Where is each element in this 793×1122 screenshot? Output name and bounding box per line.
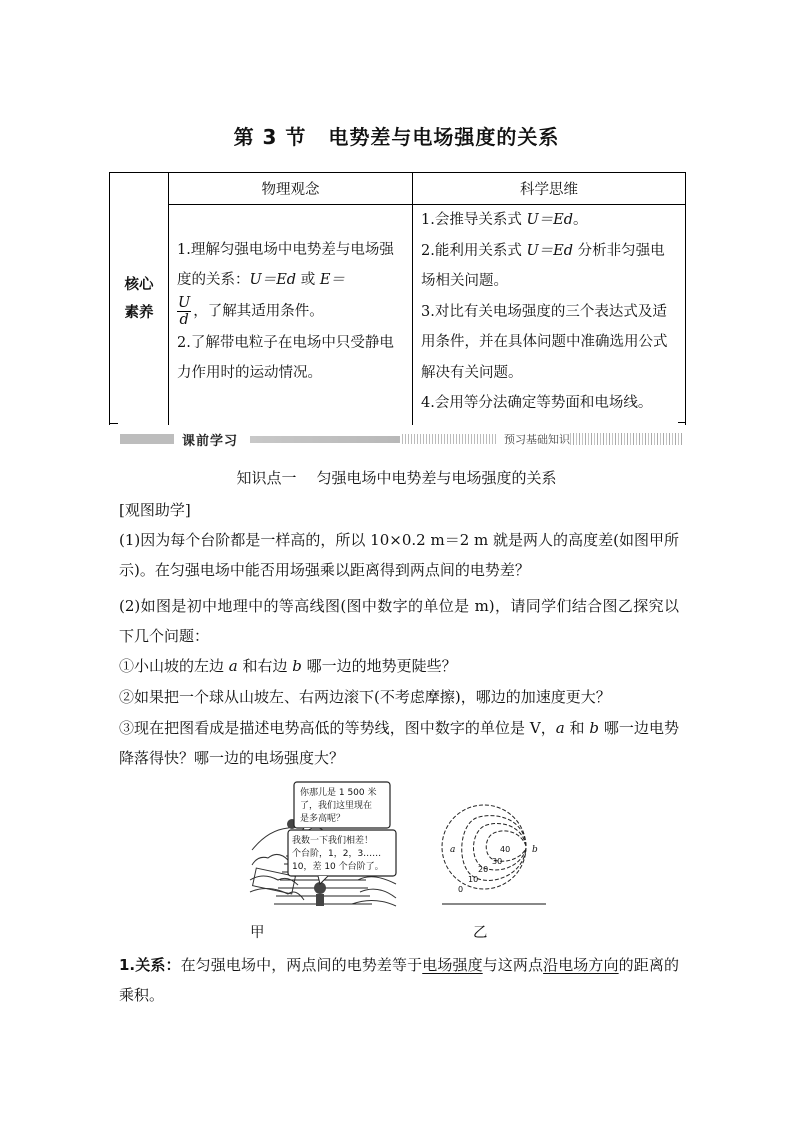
formula: U＝Ed bbox=[526, 212, 574, 228]
svg-text:30: 30 bbox=[492, 857, 503, 866]
contour-lines-icon bbox=[436, 796, 552, 908]
item-text: ③现在把图看成是描述电势高低的等势线，图中数字的单位是 V， bbox=[119, 719, 556, 737]
relation-paragraph bbox=[119, 950, 679, 1010]
question-2: (2)如图是初中地理中的等高线图(图中数字的单位是 m)，请同学们结合图乙探究以下几个问题： bbox=[119, 597, 679, 645]
item-text: 和 bbox=[564, 719, 590, 737]
svg-text:我数一下我们相差！: 我数一下我们相差！ bbox=[292, 836, 374, 846]
svg-text:a: a bbox=[450, 845, 456, 855]
relation-text: 在匀强电场中，两点间的电势差等于 bbox=[180, 956, 423, 974]
page-title bbox=[0, 121, 793, 150]
key-term-field-strength: 电场强度 bbox=[422, 956, 483, 974]
concept-text: ，了解其适用条件。 bbox=[193, 303, 324, 320]
numerator: U bbox=[178, 295, 191, 312]
figure-jia-stairs-illustration bbox=[248, 780, 398, 910]
banner-label: 课前学习 bbox=[182, 434, 239, 449]
table-corner-left bbox=[109, 416, 118, 424]
formula: E＝ bbox=[319, 272, 345, 289]
var-a: a bbox=[555, 719, 565, 737]
thinking-item-2 bbox=[421, 236, 679, 297]
section-label: [观图助学] bbox=[119, 501, 191, 519]
section-number: 第 3 节 bbox=[233, 125, 307, 149]
knowledge-point-heading bbox=[0, 467, 793, 488]
thinking-text: 分析非匀强电场相关问题。 bbox=[421, 242, 665, 289]
thinking-item-4: 4.会用等分法确定等势面和电场线。 bbox=[421, 395, 653, 411]
item-text: 和右边 bbox=[237, 657, 293, 675]
svg-text:10: 10 bbox=[468, 875, 479, 884]
section-name: 电势差与电场强度的关系 bbox=[328, 125, 560, 149]
question-2-item-3 bbox=[119, 713, 679, 773]
header-physics-concept: 物理观念 bbox=[169, 173, 413, 205]
var-b: b bbox=[292, 657, 302, 675]
relation-lead: 1.关系： bbox=[119, 956, 181, 974]
question-1: (1)因为每个台阶都是一样高的，所以 10×0.2 m＝2 m 就是两人的高度差(如图甲所示)。在匀强电场中能否用场强乘以距离得到两点间的电势差？ bbox=[119, 531, 679, 579]
fraction-u-over-d bbox=[177, 295, 191, 328]
banner-block bbox=[120, 434, 174, 444]
physics-concept-cell bbox=[169, 205, 413, 425]
figure-jia-caption: 甲 bbox=[250, 925, 265, 941]
item-text: ①小山坡的左边 bbox=[119, 657, 229, 675]
var-a: a bbox=[228, 657, 238, 675]
thinking-text: 。 bbox=[573, 212, 588, 228]
thinking-item-1 bbox=[421, 205, 679, 236]
denominator: d bbox=[179, 312, 189, 329]
concept-text: 1.理解匀强电场中电势差与电场强度的关系： bbox=[177, 242, 394, 289]
concept-text: 或 bbox=[296, 272, 320, 289]
stairs-cartoon-icon bbox=[248, 780, 398, 910]
svg-text:了，我们这里现在: 了，我们这里现在 bbox=[300, 801, 373, 811]
svg-text:20: 20 bbox=[478, 865, 489, 874]
concept-item-1 bbox=[177, 235, 404, 328]
key-term-field-direction: 沿电场方向 bbox=[543, 956, 619, 974]
concept-item-2: 2.了解带电粒子在电场中只受静电力作用时的运动情况。 bbox=[177, 335, 394, 382]
thinking-item-3: 3.对比有关电场强度的三个表达式及适用条件，并在具体问题中准确选用公式解决有关问题。 bbox=[421, 303, 668, 381]
banner-bar bbox=[250, 436, 400, 443]
side-label-line2: 素养 bbox=[124, 304, 154, 321]
relation-text: 与这两点 bbox=[482, 956, 544, 974]
svg-text:0: 0 bbox=[458, 885, 464, 894]
relation-text: 的距离的乘积。 bbox=[119, 956, 679, 1004]
formula: U＝Ed bbox=[249, 272, 297, 289]
banner-sublabel: 预习基础知识 bbox=[504, 433, 570, 446]
scientific-thinking-cell bbox=[413, 205, 686, 425]
banner-stripes bbox=[402, 434, 498, 444]
knowledge-point-number: 知识点一 bbox=[236, 469, 297, 487]
thinking-text: 2.能利用关系式 bbox=[421, 242, 527, 259]
svg-text:个台阶，1，2，3……: 个台阶，1，2，3…… bbox=[292, 849, 382, 859]
side-label-line1: 核心 bbox=[124, 276, 154, 293]
figure-yi-contour-map bbox=[436, 796, 552, 908]
figure-yi-caption: 乙 bbox=[473, 925, 488, 941]
thinking-text: 1.会推导关系式 bbox=[421, 212, 527, 228]
item-text: 哪一边的地势更陡些？ bbox=[301, 657, 457, 675]
core-literacy-label bbox=[110, 173, 169, 425]
svg-text:你那儿是 1 500 米: 你那儿是 1 500 米 bbox=[300, 788, 377, 798]
core-competencies-table bbox=[109, 172, 686, 425]
header-scientific-thinking: 科学思维 bbox=[413, 173, 686, 205]
question-2-item-1 bbox=[119, 651, 679, 681]
formula: U＝Ed bbox=[526, 242, 574, 259]
question-2-item-2: ②如果把一个球从山坡左、右两边滚下(不考虑摩擦)，哪边的加速度更大？ bbox=[119, 688, 611, 706]
knowledge-point-title: 匀强电场中电势差与电场强度的关系 bbox=[316, 469, 557, 487]
svg-text:10，差 10 个台阶了。: 10，差 10 个台阶了。 bbox=[292, 862, 384, 872]
svg-text:b: b bbox=[532, 845, 538, 855]
var-b: b bbox=[589, 719, 600, 737]
banner-stripes bbox=[570, 433, 684, 445]
section-banner bbox=[120, 432, 684, 449]
svg-text:40: 40 bbox=[500, 845, 511, 854]
table-corner-right bbox=[678, 400, 686, 423]
item-text: 哪一边电势降落得快？哪一边的电场强度大？ bbox=[119, 719, 679, 767]
svg-text:是多高呢？: 是多高呢？ bbox=[300, 814, 346, 824]
